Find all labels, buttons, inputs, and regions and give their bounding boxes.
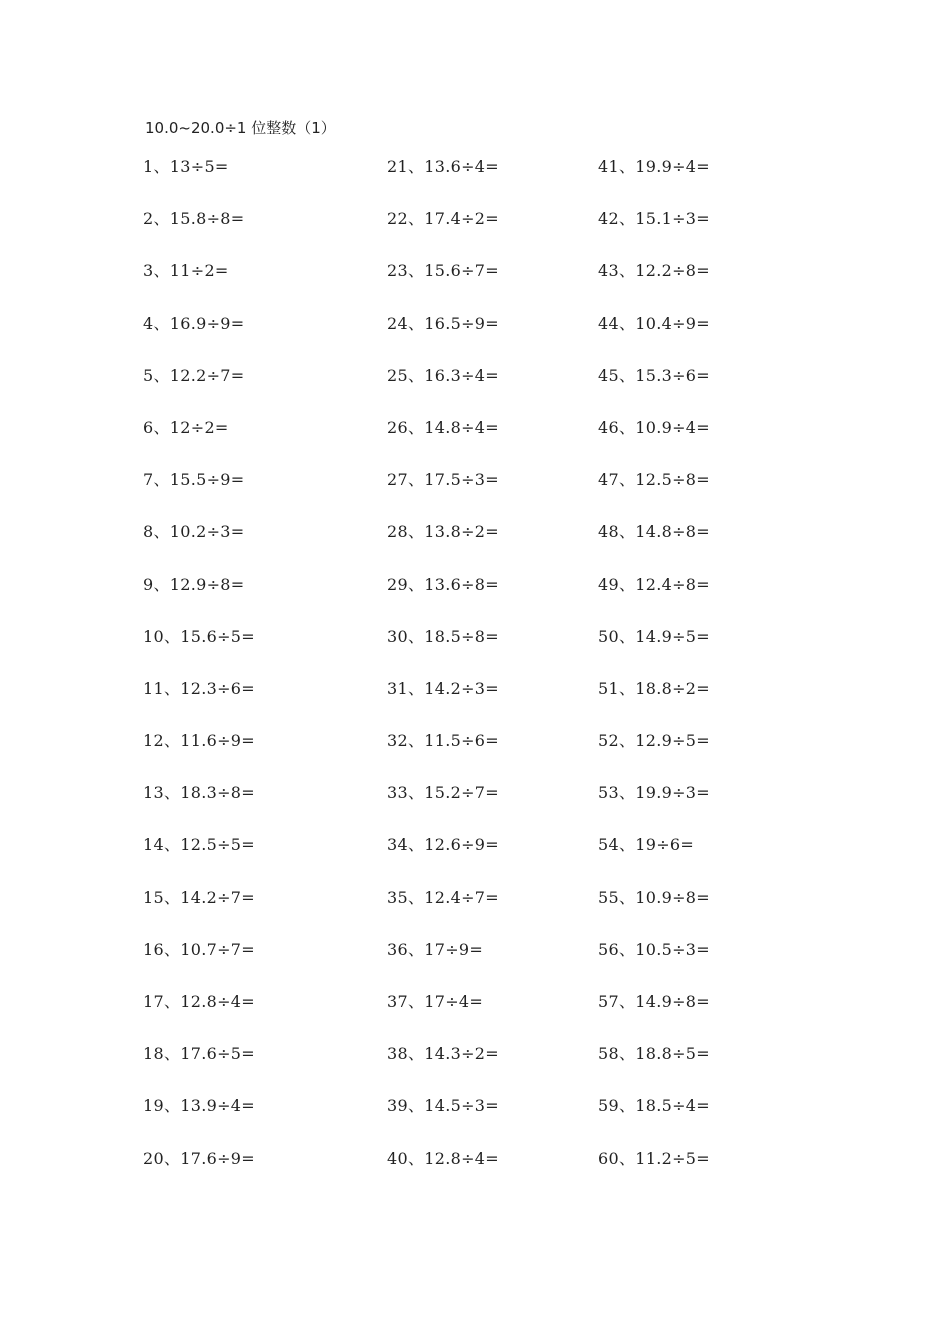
problem-item: 39、14.5÷3=	[387, 1096, 499, 1116]
problem-column-2	[387, 155, 607, 1199]
problem-item: 49、12.4÷8=	[598, 574, 710, 594]
problem-item: 32、11.5÷6=	[387, 731, 499, 751]
problem-item: 26、14.8÷4=	[387, 417, 499, 437]
problem-item: 17、12.8÷4=	[143, 992, 255, 1011]
problem-item: 36、17÷9=	[387, 939, 484, 959]
problem-item: 3、11÷2=	[143, 261, 229, 281]
problem-item: 4、16.9÷9=	[143, 313, 245, 333]
worksheet-title: 10.0~20.0÷1 位整数（1）	[145, 119, 336, 137]
problem-item: 52、12.9÷5=	[598, 731, 710, 751]
problem-item: 44、10.4÷9=	[598, 313, 710, 333]
problem-item: 57、14.9÷8=	[598, 992, 710, 1011]
problem-item: 48、14.8÷8=	[598, 522, 710, 542]
problem-item: 11、12.3÷6=	[143, 678, 255, 698]
problem-item: 34、12.6÷9=	[387, 835, 499, 855]
problem-item: 60、11.2÷5=	[598, 1148, 710, 1168]
problem-item: 19、13.9÷4=	[143, 1096, 255, 1116]
problem-column-1	[143, 155, 363, 1199]
problem-item: 12、11.6÷9=	[143, 731, 255, 751]
problem-item: 58、18.8÷5=	[598, 1044, 710, 1064]
problem-item: 35、12.4÷7=	[387, 887, 499, 907]
problem-item: 6、12÷2=	[143, 417, 229, 437]
problem-column-3	[598, 155, 818, 1199]
problem-item: 55、10.9÷8=	[598, 887, 710, 907]
problem-item: 27、17.5÷3=	[387, 470, 499, 490]
problem-item: 42、15.1÷3=	[598, 209, 710, 229]
problem-item: 15、14.2÷7=	[143, 887, 255, 907]
problem-item: 43、12.2÷8=	[598, 261, 710, 281]
problem-item: 29、13.6÷8=	[387, 574, 499, 594]
problem-item: 13、18.3÷8=	[143, 783, 255, 803]
problem-item: 56、10.5÷3=	[598, 939, 710, 959]
problem-item: 51、18.8÷2=	[598, 678, 710, 698]
problem-item: 59、18.5÷4=	[598, 1096, 710, 1116]
problem-item: 18、17.6÷5=	[143, 1044, 255, 1064]
problem-item: 2、15.8÷8=	[143, 209, 245, 229]
problem-item: 16、10.7÷7=	[143, 939, 255, 959]
problem-item: 25、16.3÷4=	[387, 365, 499, 385]
problem-item: 7、15.5÷9=	[143, 470, 245, 490]
problem-item: 53、19.9÷3=	[598, 783, 710, 803]
problem-item: 5、12.2÷7=	[143, 365, 245, 385]
problem-item: 9、12.9÷8=	[143, 574, 245, 594]
problem-item: 22、17.4÷2=	[387, 209, 499, 229]
problem-item: 50、14.9÷5=	[598, 626, 710, 646]
problem-item: 10、15.6÷5=	[143, 626, 255, 646]
problem-item: 31、14.2÷3=	[387, 678, 499, 698]
problem-item: 37、17÷4=	[387, 992, 484, 1011]
problem-item: 14、12.5÷5=	[143, 835, 255, 855]
problem-item: 20、17.6÷9=	[143, 1148, 255, 1168]
problem-item: 33、15.2÷7=	[387, 783, 499, 803]
problem-item: 47、12.5÷8=	[598, 470, 710, 490]
problem-item: 45、15.3÷6=	[598, 365, 710, 385]
problem-item: 8、10.2÷3=	[143, 522, 245, 542]
problem-item: 41、19.9÷4=	[598, 157, 710, 176]
problem-item: 30、18.5÷8=	[387, 626, 499, 646]
problem-item: 23、15.6÷7=	[387, 261, 499, 281]
problem-item: 28、13.8÷2=	[387, 522, 499, 542]
problem-item: 1、13÷5=	[143, 157, 229, 176]
problem-item: 46、10.9÷4=	[598, 417, 710, 437]
problem-item: 24、16.5÷9=	[387, 313, 499, 333]
problem-item: 38、14.3÷2=	[387, 1044, 499, 1064]
problem-item: 21、13.6÷4=	[387, 157, 499, 176]
problem-item: 54、19÷6=	[598, 835, 695, 855]
problem-item: 40、12.8÷4=	[387, 1148, 499, 1168]
